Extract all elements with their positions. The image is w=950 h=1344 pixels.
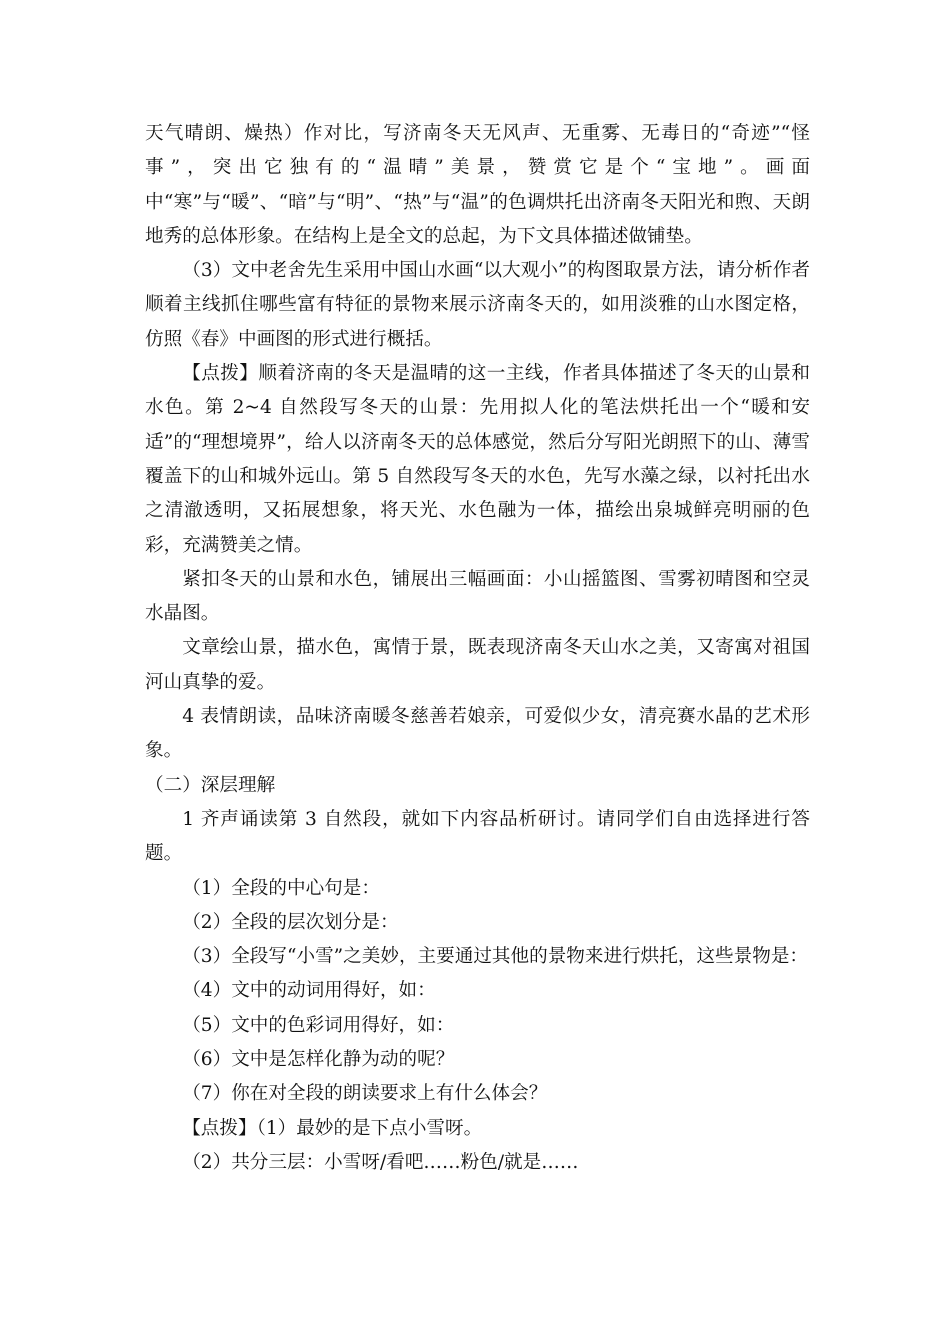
hint-answer-1: 【点拨】（1）最妙的是下点小雪呀。: [182, 1117, 483, 1139]
paragraph-task-1: 1 齐声诵读第 3 自然段，就如下内容品析研讨。请同学们自由选择进行答题。: [145, 808, 810, 865]
question-item-5: （5）文中的色彩词用得好，如：: [182, 1014, 455, 1036]
section-heading-deep-understanding: （二）深层理解: [145, 774, 276, 796]
question-item-3: （3）全段写“小雪”之美妙，主要通过其他的景物来进行烘托，这些景物是：: [182, 946, 809, 968]
hint-answer-2: （2）共分三层：小雪呀/看吧……粉色/就是……: [182, 1151, 579, 1173]
question-item-7: （7）你在对全段的朗读要求上有什么体会？: [182, 1083, 548, 1105]
question-item-4: （4）文中的动词用得好，如：: [182, 980, 436, 1002]
paragraph-summary: 文章绘山景，描水色，寓情于景，既表现济南冬天山水之美，又寄寓对祖国河山真挚的爱。: [145, 637, 810, 693]
paragraph-weather-contrast: 天气晴朗、燥热）作对比，写济南冬天无风声、无重雾、无毒日的“奇迹”“怪事”，突出它独有的“温晴”美景，赞赏它是个“宝地”。画面中“寒”与“暖”、“暗”与“明”、“热”与“温”的色调烘托出济南冬天阳光和煦、天朗地秀的总体形象。在结构上是全文的总起，为下文具体描述做铺垫。: [145, 123, 810, 247]
paragraph-hint-scenery: 【点拨】顺着济南的冬天是温晴的这一主线，作者具体描述了冬天的山景和水色。第 2~4 自然段写冬天的山景：先用拟人化的笔法烘托出一个“暖和安适”的“理想境界”，给人以济南冬天的总体感觉，然后分写阳光朗照下的山、薄雪覆盖下的山和城外远山。第 5 自然段写冬天的水色，先写水藻之绿，以衬托出水之清澈透明，又拓展想象，将天光、水色融为一体，描绘出泉城鲜亮明丽的色彩，充满赞美之情。: [145, 363, 810, 556]
document-page: [145, 117, 810, 1180]
paragraph-reading-4: 4 表情朗读，品味济南暖冬慈善若娘亲，可爱似少女，清亮赛水晶的艺术形象。: [145, 706, 810, 762]
question-item-6: （6）文中是怎样化静为动的呢？: [182, 1049, 455, 1071]
question-item-2: （2）全段的层次划分是：: [182, 911, 399, 933]
paragraph-three-pictures: 紧扣冬天的山景和水色，铺展出三幅画面：小山摇篮图、雪雾初晴图和空灵水晶图。: [145, 568, 810, 625]
question-item-1: （1）全段的中心句是：: [182, 877, 380, 899]
paragraph-question-3: （3）文中老舍先生采用中国山水画“以大观小”的构图取景方法，请分析作者顺着主线抓住哪些富有特征的景物来展示济南冬天的，如用淡雅的山水图定格，仿照《春》中画图的形式进行概括。: [145, 260, 810, 350]
